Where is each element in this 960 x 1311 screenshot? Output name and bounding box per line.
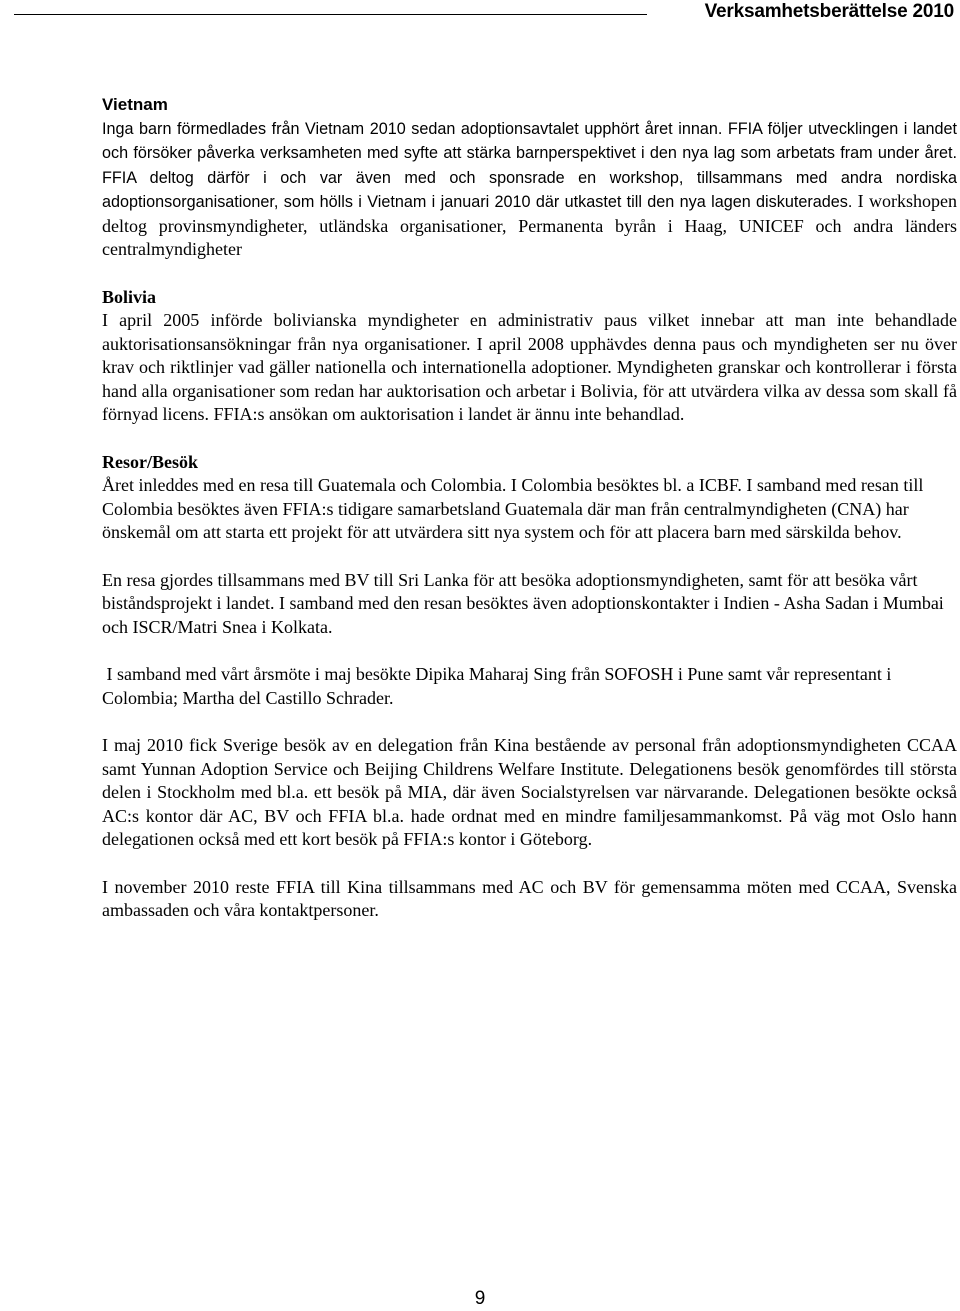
spacer xyxy=(102,262,957,286)
paragraph-vietnam-serif-part: I workshopen deltog provinsmyndigheter, utländska organisationer, Permanenta byrån i Haag, UNICEF och andra länders centralmyndigheter xyxy=(102,191,958,259)
spacer xyxy=(102,852,957,876)
paragraph-resor-arsmote: I samband med vårt årsmöte i maj besökte Dipika Maharaj Sing från SOFOSH i Pune samt vår representant i Colombia; Martha del Castillo Schrader. xyxy=(102,664,896,708)
section-heading-resor: Resor/Besök xyxy=(102,451,198,472)
paragraph-resor-sri-lanka: En resa gjordes tillsammans med BV till Sri Lanka för att besöka adoptionsmyndigheten, samt för att besöka vårt biståndsprojekt i landet. I samband med den resan besöktes även adoptionskontakter i Indien - Asha Sadan i Mumbai och ISCR/Matri Snea i Kolkata. xyxy=(102,569,944,637)
spacer xyxy=(102,427,957,451)
running-header-title: Verksamhetsberättelse 2010 xyxy=(704,1,954,22)
paragraph-resor-guatemala-colombia: Året inleddes med en resa till Guatemala och Colombia. I Colombia besöktes bl. a ICBF. I samband med resan till Colombia besöktes även FFIA:s tidigare samarbetsland Guatemala där man från centralmyndigheten (CNA) har önskemål om att starta ett projekt för att utvärdera sitt nya system och för att placera barn med särskilda behov. xyxy=(102,475,924,542)
spacer xyxy=(102,639,957,663)
page-content xyxy=(102,93,957,923)
paragraph-bolivia: I april 2005 införde bolivianska myndigheter en administrativ paus vilket innebar att man inte behandlade auktorisationsansökningar från nya organisationer. I april 2008 upphävdes denna paus och myndigheten ser nu över krav och riktlinjer vad gäller nationella och internationella adoptioner. Myndigheten granskar och kontrollerar i första hand alla organisationer som redan har auktorisation och arbetar i Bolivia, för att utvärdera vilka av dessa som skall få förnyad licens. FFIA:s ansökan om auktorisation i landet är ännu inte behandlad. xyxy=(102,310,957,424)
spacer xyxy=(102,545,957,569)
spacer xyxy=(102,710,957,734)
page-number: 9 xyxy=(474,1288,486,1309)
header-rule xyxy=(14,14,647,15)
section-heading-vietnam: Vietnam xyxy=(102,95,168,114)
paragraph-vietnam-sans-part: Inga barn förmedlades från Vietnam 2010 sedan adoptionsavtalet upphört året innan. FFIA följer utvecklingen i landet och försöker påverka verksamheten med syfte att stärka barnperspektivet i den nya lag som arbetats fram under året. FFIA deltog därför i och var även med och sponsrade en workshop, tillsammans med andra nordiska adoptionsorganisationer, som hölls i Vietnam i januari 2010 där utkastet till den nya lagen diskuterades. xyxy=(102,119,957,211)
paragraph-resor-kina-delegation: I maj 2010 fick Sverige besök av en delegation från Kina bestående av personal från adoptionsmyndigheten CCAA samt Yunnan Adoption Service och Beijing Childrens Welfare Institute. Delegationens besök genomfördes till största delen i Stockholm med bl.a. ett besök på MIA, där även Socialstyrelsen var närvarande. Delegationen besökte också AC:s kontor där AC, BV och FFIA bl.a. hade ordnat med en mindre familjesammankomst. På väg mot Oslo hann delegationen också med ett kort besök på FFIA:s kontor i Göteborg. xyxy=(102,735,957,849)
paragraph-vietnam xyxy=(102,117,957,262)
section-heading-bolivia: Bolivia xyxy=(102,286,157,307)
paragraph-resor-kina-november: I november 2010 reste FFIA till Kina tillsammans med AC och BV för gemensamma möten med CCAA, Svenska ambassaden och våra kontaktpersoner. xyxy=(102,876,957,920)
